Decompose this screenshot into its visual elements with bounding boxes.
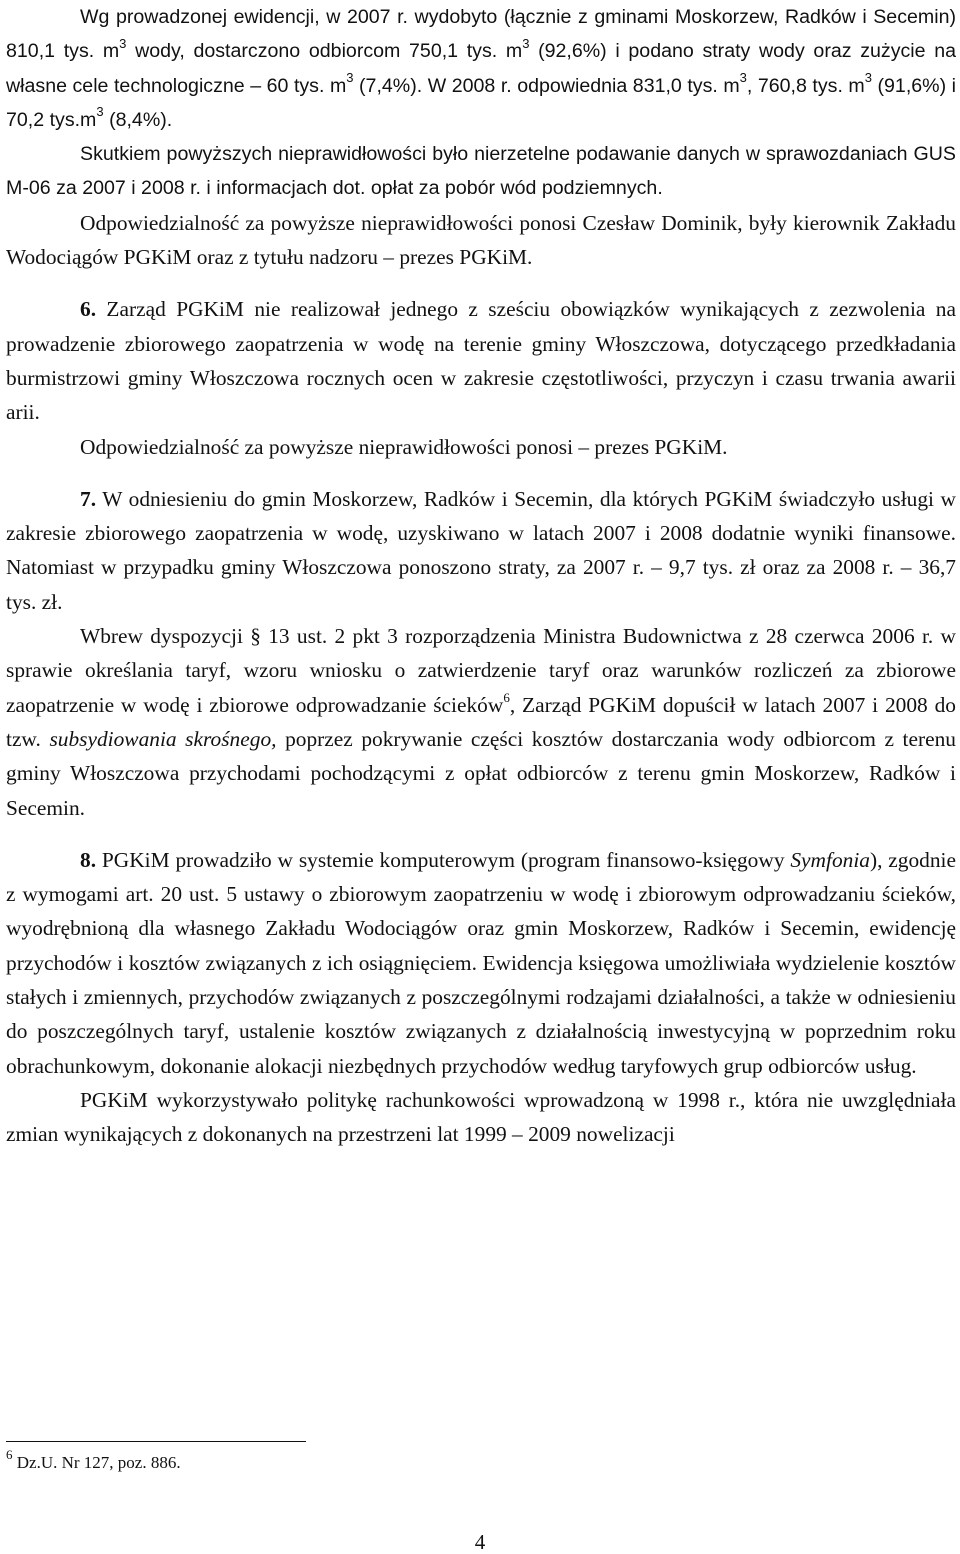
document-page: [6, 0, 956, 1152]
paragraph-tariff-regulation: Wbrew dyspozycji § 13 ust. 2 pkt 3 rozporządzenia Ministra Budownictwa z 28 czerwca 2006 r. w sprawie określania taryf, wzoru wniosku o zatwierdzenie taryf oraz warunków rozliczeń za zbiorowe zaopatrzenie w wodę i zbiorowe odprowadzanie ścieków$^6$, Zarząd PGKiM dopuścił w latach 2007 i 2008 do tzw. subsydiowania skrośnego, poprzez pokrywanie części kosztów dostarczania wody odbiorcom z terenu gminy Włoszczowa przychodami pochodzącymi z opłat odbiorców z terenu gmin Moskorzew, Radków i Secemin.: [6, 624, 956, 820]
paragraph-responsibility-2: Odpowiedzialność za powyższe nieprawidłowości ponosi – prezes PGKiM.: [80, 434, 728, 459]
section-6: 6. Zarząd PGKiM nie realizował jednego z sześciu obowiązków wynikających z zezwolenia na prowadzenie zbiorowego zaopatrzenia w wodę na terenie gminy Włoszczowa, dotyczącego przedkładania burmistrzowi gminy Włoszczowa rocznych ocen w zakresie częstotliwości, przyczyn i czasu trwania awarii arii.: [6, 297, 956, 425]
section-number: 8.: [80, 847, 97, 872]
paragraph-water-volumes: Wg prowadzonej ewidencji, w 2007 r. wydobyto (łącznie z gminami Moskorzew, Radków i Secemin) 810,1 tys. $m^3$ wody, dostarczono odbiorcom 750,1 tys. $m^3$ (92,6%) i podano straty wody oraz zużycie na własne cele technologiczne – 60 tys. $m^3$ (7,4%). W 2008 r. odpowiednia 831,0 tys. $m^3$, 760,8 tys. $m^3$ (91,6%) i 70,2 $tys.m^3$ (8,4%).: [6, 6, 956, 131]
paragraph-accounting-policy: PGKiM wykorzystywało politykę rachunkowości wprowadzoną w 1998 r., która nie uwzględniała zmian wynikających z dokonanych na przestrzeni lat 1999 – 2009 nowelizacji: [6, 1087, 956, 1147]
section-7: 7. W odniesieniu do gmin Moskorzew, Radków i Secemin, dla których PGKiM świadczyło usługi w zakresie zbiorowego zaopatrzenia w wodę, uzyskiwano w latach 2007 i 2008 dodatnie wyniki finansowe. Natomiast w przypadku gminy Włoszczowa ponoszono straty, za 2007 r. – 9,7 tys. zł oraz za 2008 r. – 36,7 tys. zł.: [6, 486, 956, 614]
footnote-divider: [6, 1441, 306, 1442]
paragraph-responsibility-1: Odpowiedzialność za powyższe nieprawidłowości ponosi Czesław Dominik, były kierownik Zakładu Wodociągów PGKiM oraz z tytułu nadzoru – prezes PGKiM.: [6, 210, 956, 270]
section-number: 7.: [80, 486, 97, 511]
section-number: 6.: [80, 297, 97, 322]
paragraph-consequence: Skutkiem powyższych nieprawidłowości było nierzetelne podawanie danych w sprawozdaniach GUS M-06 za 2007 i 2008 r. i informacjach dot. opłat za pobór wód podziemnych.: [6, 143, 956, 200]
section-8: 8. PGKiM prowadziło w systemie komputerowym (program finansowo-księgowy Symfonia), zgodnie z wymogami art. 20 ust. 5 ustawy o zbiorowym zaopatrzeniu w wodę i zbiorowym odprowadzaniu ścieków, wyodrębnioną dla własnego Zakładu Wodociągów oraz gmin Moskorzew, Radków i Secemin, ewidencję przychodów i kosztów związanych z ich osiągnięciem. Ewidencja księgowa umożliwiała wydzielenie kosztów stałych i zmiennych, przychodów związanych z poszczególnymi rodzajami działalności, a także w odniesieniu do poszczególnych taryf, ustalenie kosztów związanych z działalnością inwestycyjną w poprzednim roku obrachunkowym, dokonanie alokacji niezbędnych przychodów według taryfowych grup odbiorców usług.: [6, 847, 956, 1078]
page-number: 4: [474, 1530, 486, 1554]
footnote: $^6$ Dz.U. Nr 127, poz. 886.: [6, 1447, 181, 1472]
footnote-ref: 6: [503, 689, 510, 705]
